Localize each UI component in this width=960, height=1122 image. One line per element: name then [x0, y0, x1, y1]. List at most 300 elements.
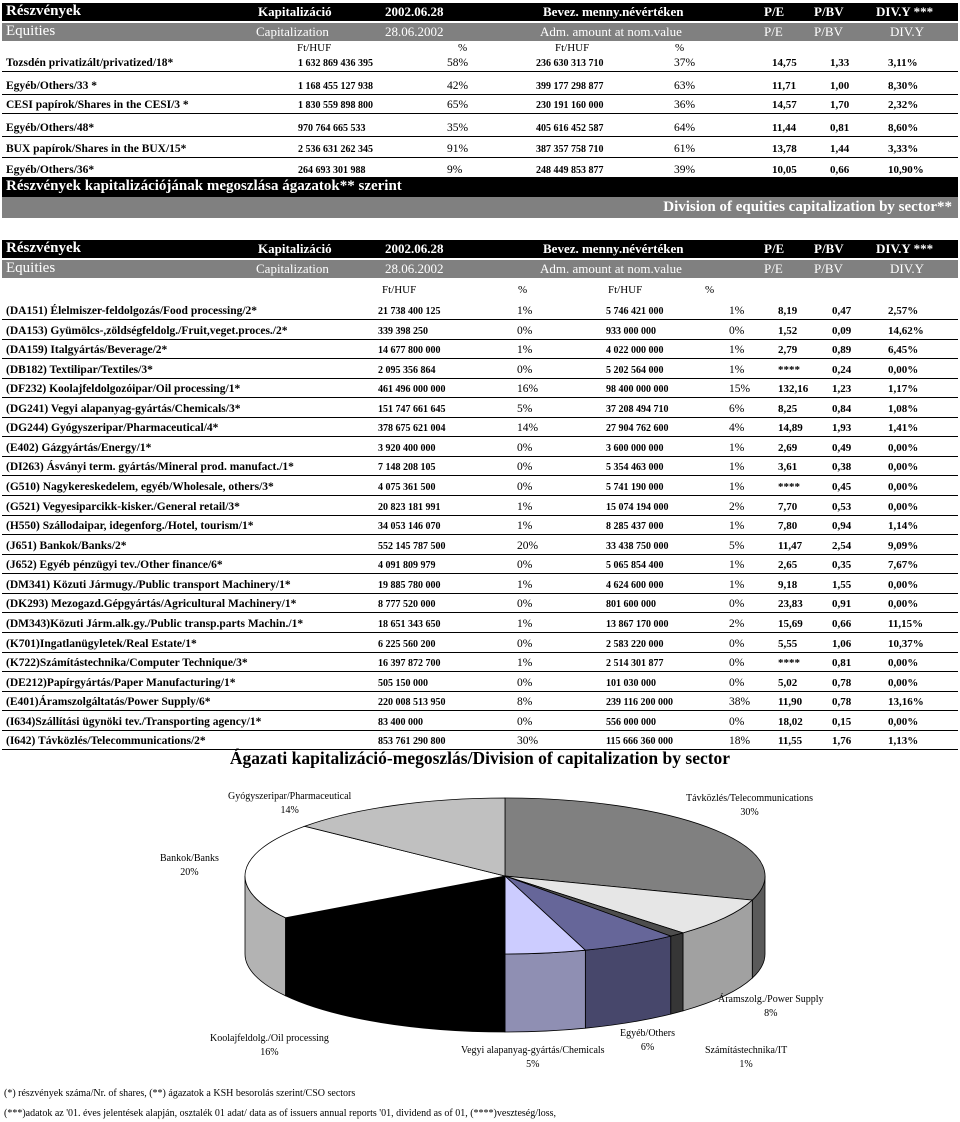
- sector-cell-adm: 2 583 220 000: [606, 638, 664, 650]
- sector-cell-cap: 151 747 661 645: [378, 403, 446, 415]
- sector-cell-pbv: 1,23: [832, 383, 852, 396]
- sector-cell-adm-pct: 15%: [729, 383, 751, 396]
- sector-cell-cap-pct: 0%: [517, 481, 533, 494]
- sector-cell-pbv: 1,55: [832, 578, 852, 591]
- sector-cell-pbv: 0,15: [832, 715, 852, 728]
- sector-cell-cap-pct: 0%: [517, 363, 533, 376]
- section-banner-hu: [2, 177, 958, 197]
- sector-cell-adm: 5 065 854 400: [606, 560, 664, 572]
- sector-cell-adm-pct: 2%: [729, 617, 745, 630]
- sector-cell-adm: 239 116 200 000: [606, 697, 673, 709]
- sector-cell-div: 0,00%: [888, 598, 919, 611]
- sector-cell-cap-pct: 1%: [517, 305, 533, 317]
- sector-cell-div: 7,67%: [888, 559, 919, 572]
- sector-row: [2, 437, 958, 457]
- sector-cell-div: 9,09%: [888, 539, 919, 552]
- sector-cell-cap-pct: 1%: [517, 344, 533, 357]
- sector-cell-div: 0,00%: [888, 578, 919, 591]
- sector-cell-adm: 2 514 301 877: [606, 658, 664, 670]
- sector-cell-pbv: 0,35: [832, 559, 852, 572]
- header-adm-hu: Bevez. menny.névértéken: [543, 4, 684, 19]
- header-pe-hu: P/E: [764, 4, 785, 19]
- sector-cell-label: (H550) Szállodaipar, idegenforg./Hotel, tourism/1*: [6, 520, 254, 533]
- sector-cell-pe: 8,25: [778, 402, 798, 415]
- summary-cell-adm-pct: 61%: [674, 143, 696, 155]
- sector-cell-adm-pct: 18%: [729, 735, 751, 748]
- sector-cell-cap: 7 148 208 105: [378, 462, 436, 474]
- sector-row: [2, 711, 958, 731]
- sector-cell-cap-pct: 8%: [517, 696, 533, 709]
- summary-cell-pbv: 1,00: [830, 80, 850, 92]
- sector-cell-cap-pct: 20%: [517, 539, 539, 552]
- sector-row: [2, 398, 958, 418]
- sector-cell-cap: 461 496 000 000: [378, 384, 446, 396]
- summary-cell-pbv: 1,33: [830, 57, 850, 69]
- summary-cell-cap: 1 632 869 436 395: [298, 58, 373, 69]
- header2-cap-hu: Kapitalizáció: [258, 241, 332, 256]
- sector-cell-label: (DK293) Mezogazd.Gépgyártás/Agricultural Machinery/1*: [6, 598, 297, 611]
- sector-cell-pbv: 0,49: [832, 441, 852, 454]
- pie-label-oil: Koolajfeldolg./Oil processing 16%: [210, 1033, 329, 1058]
- sector-cell-cap-pct: 0%: [517, 441, 533, 454]
- sector-cell-adm-pct: 2%: [729, 500, 745, 513]
- header-row-hu: [2, 3, 958, 21]
- summary-cell-label: CESI papírok/Shares in the CESI/3 *: [6, 99, 189, 111]
- sector-cell-adm-pct: 0%: [729, 598, 745, 611]
- sector-row: [2, 515, 958, 535]
- sector-cell-cap-pct: 0%: [517, 324, 533, 337]
- sector-cell-pbv: 2,54: [832, 539, 852, 552]
- sector-cell-cap-pct: 0%: [517, 461, 533, 474]
- sector-cell-pe: 2,79: [778, 344, 798, 357]
- header-div-hu: DIV.Y ***: [876, 4, 934, 19]
- sector-cell-cap-pct: 0%: [517, 715, 533, 728]
- summary-cell-cap: 1 830 559 898 800: [298, 100, 373, 111]
- sector-cell-label: (I634)Szállítási ügynöki tev./Transporting agency/1*: [6, 715, 262, 728]
- summary-cell-adm-pct: 63%: [674, 80, 696, 92]
- sector-cell-pe: 23,83: [778, 598, 803, 611]
- sector-cell-pbv: 0,91: [832, 598, 852, 611]
- sector-cell-pbv: 1,93: [832, 422, 852, 435]
- summary-cell-div: 8,60%: [888, 122, 919, 134]
- header2-adm-en: Adm. amount at nom.value: [540, 261, 682, 276]
- sector-cell-adm: 5 741 190 000: [606, 482, 664, 494]
- header2-row-hu: [2, 240, 958, 258]
- sector-cell-pe: 1,52: [778, 324, 798, 337]
- sector-cell-adm-pct: 0%: [729, 715, 745, 728]
- section-banner-en: [2, 197, 958, 218]
- header2-title-hu: Részvények: [6, 240, 81, 256]
- sector-cell-pe: ****: [778, 481, 800, 494]
- summary-cell-pe: 10,05: [772, 164, 797, 176]
- header2-date-en: 28.06.2002: [385, 261, 444, 276]
- sector-cell-div: 13,16%: [888, 696, 924, 709]
- sector-cell-pe: ****: [778, 657, 800, 670]
- sector-cell-div: 6,45%: [888, 344, 919, 357]
- sector-cell-adm-pct: 1%: [729, 520, 745, 533]
- sector-cell-adm-pct: 0%: [729, 324, 745, 337]
- summary-row: [2, 117, 958, 137]
- sector-cell-pbv: 0,78: [832, 676, 852, 689]
- sector-row: [2, 574, 958, 594]
- summary-row: [2, 75, 958, 95]
- unit-ft-cap: Ft/HUF: [297, 42, 332, 54]
- summary-cell-label: Tozsdén privatizált/privatized/18*: [6, 57, 174, 69]
- sector-cell-div: 0,00%: [888, 676, 919, 689]
- sector-cell-cap-pct: 16%: [517, 383, 539, 396]
- header2-pe-hu: P/E: [764, 241, 785, 256]
- sector-cell-adm-pct: 0%: [729, 676, 745, 689]
- sector-cell-adm: 13 867 170 000: [606, 618, 669, 630]
- summary-cell-cap-pct: 9%: [447, 164, 463, 176]
- sector-cell-cap-pct: 1%: [517, 578, 533, 591]
- sector-cell-cap: 378 675 621 004: [378, 423, 446, 435]
- sector-cell-adm: 556 000 000: [606, 716, 656, 728]
- sector-cell-label: (K701)Ingatlanügyletek/Real Estate/1*: [6, 637, 197, 650]
- sector-cell-adm: 5 354 463 000: [606, 462, 664, 474]
- sector-row: [2, 378, 958, 398]
- header-cap-hu: Kapitalizáció: [258, 4, 332, 19]
- sector-cell-cap: 14 677 800 000: [378, 345, 441, 357]
- sector-cell-label: (DG244) Gyógyszeripar/Pharmaceutical/4*: [6, 422, 219, 435]
- sector-cell-adm-pct: 4%: [729, 422, 745, 435]
- unit2-ft-adm: Ft/HUF: [608, 284, 643, 296]
- summary-cell-div: 3,11%: [888, 57, 918, 69]
- sector-cell-div: 2,57%: [888, 305, 919, 317]
- summary-cell-label: BUX papírok/Shares in the BUX/15*: [6, 143, 187, 155]
- summary-cell-adm: 399 177 298 877: [536, 81, 604, 92]
- sector-row: [2, 672, 958, 692]
- header-title-en: Equities: [6, 23, 56, 39]
- sector-cell-cap: 34 053 146 070: [378, 521, 441, 533]
- sector-cell-cap-pct: 0%: [517, 598, 533, 611]
- pie-label-chemicals: Vegyi alapanyag-gyártás/Chemicals 5%: [461, 1045, 605, 1070]
- sector-cell-pbv: 0,53: [832, 500, 852, 513]
- header-pbv-hu: P/BV: [814, 4, 844, 19]
- sector-cell-cap: 83 400 000: [378, 716, 423, 728]
- sector-cell-label: (DF232) Koolajfeldolgozóipar/Oil processing/1*: [6, 383, 241, 396]
- header2-div-en: DIV.Y: [890, 261, 925, 276]
- sector-cell-div: 0,00%: [888, 441, 919, 454]
- sector-cell-label: (DG241) Vegyi alapanyag-gyártás/Chemicals/3*: [6, 402, 241, 415]
- sector-row: [2, 633, 958, 653]
- sector-cell-cap: 220 008 513 950: [378, 697, 446, 709]
- sector-cell-adm-pct: 5%: [729, 539, 745, 552]
- pie-label-telecom: Távközlés/Telecommunications 30%: [686, 793, 814, 818]
- sector-cell-pbv: 0,24: [832, 363, 852, 376]
- sector-cell-pe: 3,61: [778, 461, 798, 474]
- sector-cell-adm: 4 624 600 000: [606, 579, 664, 591]
- sector-cell-adm: 37 208 494 710: [606, 403, 669, 415]
- summary-cell-pbv: 0,81: [830, 122, 850, 134]
- pie-label-pharma: Gyógyszeripar/Pharmaceutical 14%: [228, 791, 352, 816]
- sector-cell-div: 1,17%: [888, 383, 919, 396]
- sector-cell-adm-pct: 1%: [729, 363, 745, 376]
- summary-cell-pe: 13,78: [772, 143, 797, 155]
- summary-row: [2, 138, 958, 158]
- sector-cell-pe: 15,69: [778, 617, 803, 630]
- header-title-hu: Részvények: [6, 3, 81, 19]
- summary-cell-cap-pct: 35%: [447, 122, 469, 134]
- header-date-hu: 2002.06.28: [385, 4, 444, 19]
- unit2-pct-cap: %: [518, 284, 528, 296]
- summary-cell-pbv: 1,44: [830, 143, 850, 155]
- sector-cell-cap: 21 738 400 125: [378, 306, 441, 317]
- summary-row: [2, 159, 958, 179]
- header-date-en: 28.06.2002: [385, 24, 444, 39]
- sector-cell-div: 1,13%: [888, 735, 919, 748]
- sector-cell-adm-pct: 1%: [729, 344, 745, 357]
- header2-pbv-en: P/BV: [814, 261, 843, 276]
- sector-row: [2, 554, 958, 574]
- sector-cell-adm-pct: 1%: [729, 481, 745, 494]
- sector-row: [2, 593, 958, 613]
- summary-cell-adm-pct: 37%: [674, 57, 696, 69]
- sector-cell-div: 11,15%: [888, 617, 924, 630]
- sector-cell-pe: ****: [778, 363, 800, 376]
- unit-ft-adm: Ft/HUF: [555, 42, 590, 54]
- chart-title: Ágazati kapitalizáció-megoszlás/Division of capitalization by sector: [229, 748, 731, 768]
- unit2-pct-adm: %: [705, 284, 715, 296]
- pie-label-banks: Bankok/Banks 20%: [160, 853, 219, 878]
- sector-cell-adm: 801 600 000: [606, 599, 656, 611]
- sector-cell-adm-pct: 6%: [729, 402, 745, 415]
- sector-cell-cap-pct: 30%: [517, 735, 539, 748]
- sector-cell-pbv: 0,47: [832, 305, 852, 317]
- summary-cell-div: 8,30%: [888, 80, 919, 92]
- sector-cell-cap: 18 651 343 650: [378, 618, 441, 630]
- sector-cell-label: (DE212)Papírgyártás/Paper Manufacturing/1*: [6, 676, 236, 689]
- sector-cell-label: (DA153) Gyümölcs-,zöldségfeldolg./Fruit,veget.proces./2*: [6, 324, 288, 337]
- summary-cell-cap-pct: 65%: [447, 99, 469, 111]
- summary-cell-cap: 2 536 631 262 345: [298, 144, 373, 155]
- sector-cell-div: 1,08%: [888, 402, 919, 415]
- sector-cell-cap: 8 777 520 000: [378, 599, 436, 611]
- section-title-en: Division of equities capitalization by sector**: [663, 199, 952, 215]
- pie-label-it: Számítástechnika/IT 1%: [705, 1045, 788, 1070]
- sector-cell-adm: 3 600 000 000: [606, 442, 664, 454]
- sector-cell-cap: 505 150 000: [378, 677, 428, 689]
- sector-cell-div: 0,00%: [888, 657, 919, 670]
- sector-cell-label: (K722)Számítástechnika/Computer Technique/3*: [6, 657, 248, 670]
- pie-side-3: [585, 936, 670, 1028]
- sector-cell-div: 1,41%: [888, 422, 919, 435]
- sector-cell-cap: 2 095 356 864: [378, 364, 436, 376]
- summary-cell-pbv: 1,70: [830, 99, 850, 111]
- pie-label-others: Egyéb/Others 6%: [620, 1028, 675, 1053]
- sector-cell-pbv: 0,38: [832, 461, 852, 474]
- summary-cell-adm-pct: 36%: [674, 99, 696, 111]
- unit-pct-cap: %: [458, 42, 468, 54]
- sector-cell-cap-pct: 0%: [517, 676, 533, 689]
- sector-cell-cap: 4 091 809 979: [378, 560, 436, 572]
- header-cap-en: Capitalization: [256, 24, 329, 39]
- sector-cell-pe: 7,70: [778, 500, 798, 513]
- pie-side-4: [505, 950, 585, 1032]
- summary-row: [2, 94, 958, 114]
- sector-cell-cap-pct: 1%: [517, 520, 533, 533]
- unit2-ft-cap: Ft/HUF: [382, 284, 417, 296]
- sector-cell-pe: 132,16: [778, 383, 809, 396]
- header2-row-en: [2, 260, 958, 278]
- section-title-hu: Részvények kapitalizációjának megoszlása ágazatok** szerint: [6, 178, 402, 194]
- sector-cell-adm-pct: 38%: [729, 696, 751, 709]
- sector-cell-pbv: 1,76: [832, 735, 852, 748]
- sector-row: [2, 613, 958, 633]
- header-div-en: DIV.Y: [890, 24, 925, 39]
- summary-cell-div: 2,32%: [888, 99, 919, 111]
- sector-cell-label: (E402) Gázgyártás/Energy/1*: [6, 441, 152, 454]
- summary-cell-adm-pct: 64%: [674, 122, 696, 134]
- sector-cell-adm: 5 746 421 000: [606, 306, 664, 317]
- sector-cell-pbv: 0,94: [832, 520, 852, 533]
- sector-row: [2, 476, 958, 496]
- header2-pe-en: P/E: [764, 261, 783, 276]
- sector-cell-adm: 8 285 437 000: [606, 521, 664, 533]
- sector-cell-adm-pct: 0%: [729, 637, 745, 650]
- sector-cell-pe: 5,02: [778, 676, 798, 689]
- sector-cell-pe: 8,19: [778, 305, 798, 317]
- sector-cell-div: 0,00%: [888, 481, 919, 494]
- sector-cell-pe: 11,47: [778, 539, 803, 552]
- sector-cell-cap-pct: 1%: [517, 617, 533, 630]
- sector-cell-cap: 552 145 787 500: [378, 540, 446, 552]
- sector-cell-div: 14,62%: [888, 324, 924, 337]
- sector-cell-label: (DA151) Élelmiszer-feldolgozás/Food processing/2*: [6, 305, 258, 317]
- sector-cell-cap-pct: 1%: [517, 657, 533, 670]
- sector-cell-pe: 5,55: [778, 637, 798, 650]
- sector-cell-label: (I642) Távközlés/Telecommunications/2*: [6, 735, 206, 748]
- header2-pbv-hu: P/BV: [814, 241, 844, 256]
- sector-row: [2, 359, 958, 379]
- summary-cell-pe: 11,71: [772, 80, 797, 92]
- sector-cell-pbv: 0,81: [832, 657, 852, 670]
- footnote-1: (*) részvények száma/Nr. of shares, (**) ágazatok a KSH besorolás szerint/CSO sectors: [4, 1088, 356, 1099]
- summary-cell-adm: 248 449 853 877: [536, 165, 604, 176]
- summary-cell-div: 10,90%: [888, 164, 924, 176]
- sector-cell-pbv: 0,09: [832, 324, 852, 337]
- sector-cell-pbv: 0,66: [832, 617, 852, 630]
- sector-cell-adm-pct: 1%: [729, 578, 745, 591]
- sector-cell-label: (J652) Egyéb pénzügyi tev./Other finance/6*: [6, 559, 223, 572]
- sector-cell-pe: 14,89: [778, 422, 803, 435]
- sector-cell-pe: 2,65: [778, 559, 798, 572]
- sector-cell-cap-pct: 14%: [517, 422, 539, 435]
- sector-cell-pe: 11,55: [778, 735, 803, 748]
- summary-cell-cap: 970 764 665 533: [298, 123, 366, 134]
- header-adm-en: Adm. amount at nom.value: [540, 24, 682, 39]
- header-row-en: [2, 23, 958, 41]
- sector-row: [2, 496, 958, 516]
- sector-cell-label: (DI263) Ásványi term. gyártás/Mineral prod. manufact./1*: [6, 461, 294, 474]
- sector-cell-adm: 933 000 000: [606, 325, 656, 337]
- sector-cell-adm: 115 666 360 000: [606, 736, 673, 748]
- sector-cell-cap-pct: 5%: [517, 402, 533, 415]
- sector-cell-cap-pct: 0%: [517, 559, 533, 572]
- summary-cell-adm: 230 191 160 000: [536, 100, 604, 111]
- sector-cell-cap: 4 075 361 500: [378, 482, 436, 494]
- sector-cell-adm-pct: 1%: [729, 441, 745, 454]
- sector-cell-div: 0,00%: [888, 363, 919, 376]
- sector-cell-cap: 19 885 780 000: [378, 579, 441, 591]
- sector-cell-label: (DM341) Közuti Jármugy./Public transport Machinery/1*: [6, 578, 291, 591]
- sector-cell-label: (DA159) Italgyártás/Beverage/2*: [6, 344, 168, 357]
- sector-cell-cap: 853 761 290 800: [378, 736, 446, 748]
- summary-cell-label: Egyéb/Others/36*: [6, 164, 95, 176]
- summary-row: [2, 52, 958, 72]
- unit-pct-adm: %: [675, 42, 685, 54]
- summary-cell-pe: 14,57: [772, 99, 797, 111]
- sector-row: [2, 691, 958, 711]
- summary-cell-cap: 1 168 455 127 938: [298, 81, 373, 92]
- sector-cell-cap: 3 920 400 000: [378, 442, 436, 454]
- summary-cell-div: 3,33%: [888, 143, 919, 155]
- sector-row: [2, 456, 958, 476]
- sector-cell-div: 10,37%: [888, 637, 924, 650]
- sector-cell-cap: 20 823 181 991: [378, 501, 441, 513]
- summary-cell-cap-pct: 91%: [447, 143, 469, 155]
- summary-cell-pe: 14,75: [772, 57, 797, 69]
- sector-cell-pbv: 0,84: [832, 402, 852, 415]
- summary-cell-pe: 11,44: [772, 122, 797, 134]
- sector-cell-div: 0,00%: [888, 715, 919, 728]
- sector-cell-cap-pct: 1%: [517, 500, 533, 513]
- summary-cell-adm-pct: 39%: [674, 164, 696, 176]
- summary-cell-adm: 387 357 758 710: [536, 144, 604, 155]
- sector-cell-adm-pct: 1%: [729, 305, 745, 317]
- sector-cell-cap: 16 397 872 700: [378, 658, 441, 670]
- sector-cell-label: (DM343)Közuti Járm.alk.gy./Public transp.parts Machin./1*: [6, 617, 304, 630]
- header2-date-hu: 2002.06.28: [385, 241, 444, 256]
- sector-cell-div: 1,14%: [888, 520, 919, 533]
- sector-cell-pe: 9,18: [778, 578, 798, 591]
- sector-cell-pbv: 0,89: [832, 344, 852, 357]
- summary-cell-pbv: 0,66: [830, 164, 850, 176]
- summary-cell-cap: 264 693 301 988: [298, 165, 366, 176]
- header2-div-hu: DIV.Y ***: [876, 241, 934, 256]
- sector-cell-adm-pct: 1%: [729, 559, 745, 572]
- sector-cell-pe: 11,90: [778, 696, 803, 709]
- sector-row: [2, 652, 958, 672]
- summary-cell-label: Egyéb/Others/48*: [6, 122, 95, 134]
- sector-cell-pe: 18,02: [778, 715, 803, 728]
- footnote-2: (***)adatok az '01. éves jelentések alapján, osztalék 01 adat/ data as of issuers annual reports '01, dividend as of 01, (****)veszteség/loss,: [4, 1108, 557, 1119]
- header2-cap-en: Capitalization: [256, 261, 329, 276]
- pie-label-power: Áramszolg./Power Supply 8%: [718, 994, 824, 1019]
- sector-cell-div: 0,00%: [888, 500, 919, 513]
- sector-cell-cap: 339 398 250: [378, 325, 428, 337]
- header-pbv-en: P/BV: [814, 24, 843, 39]
- sector-cell-adm: 33 438 750 000: [606, 540, 669, 552]
- sector-row: [2, 417, 958, 437]
- header2-title-en: Equities: [6, 260, 56, 276]
- sector-cell-cap: 6 225 560 200: [378, 638, 436, 650]
- sector-cell-adm: 15 074 194 000: [606, 501, 669, 513]
- summary-cell-adm: 405 616 452 587: [536, 123, 604, 134]
- sector-cell-adm-pct: 1%: [729, 461, 745, 474]
- sector-cell-adm: 5 202 564 000: [606, 364, 664, 376]
- sector-cell-label: (J651) Bankok/Banks/2*: [6, 539, 127, 552]
- sector-cell-adm: 101 030 000: [606, 677, 656, 689]
- sector-cell-adm-pct: 0%: [729, 657, 745, 670]
- summary-cell-cap-pct: 42%: [447, 80, 469, 92]
- sector-cell-pe: 7,80: [778, 520, 798, 533]
- sector-cell-label: (G521) Vegyesiparcikk-kisker./General retail/3*: [6, 500, 240, 513]
- summary-cell-cap-pct: 58%: [447, 57, 469, 69]
- summary-cell-label: Egyéb/Others/33 *: [6, 80, 98, 92]
- sector-cell-label: (G510) Nagykereskedelem, egyéb/Wholesale, others/3*: [6, 481, 274, 494]
- header2-adm-hu: Bevez. menny.névértéken: [543, 241, 684, 256]
